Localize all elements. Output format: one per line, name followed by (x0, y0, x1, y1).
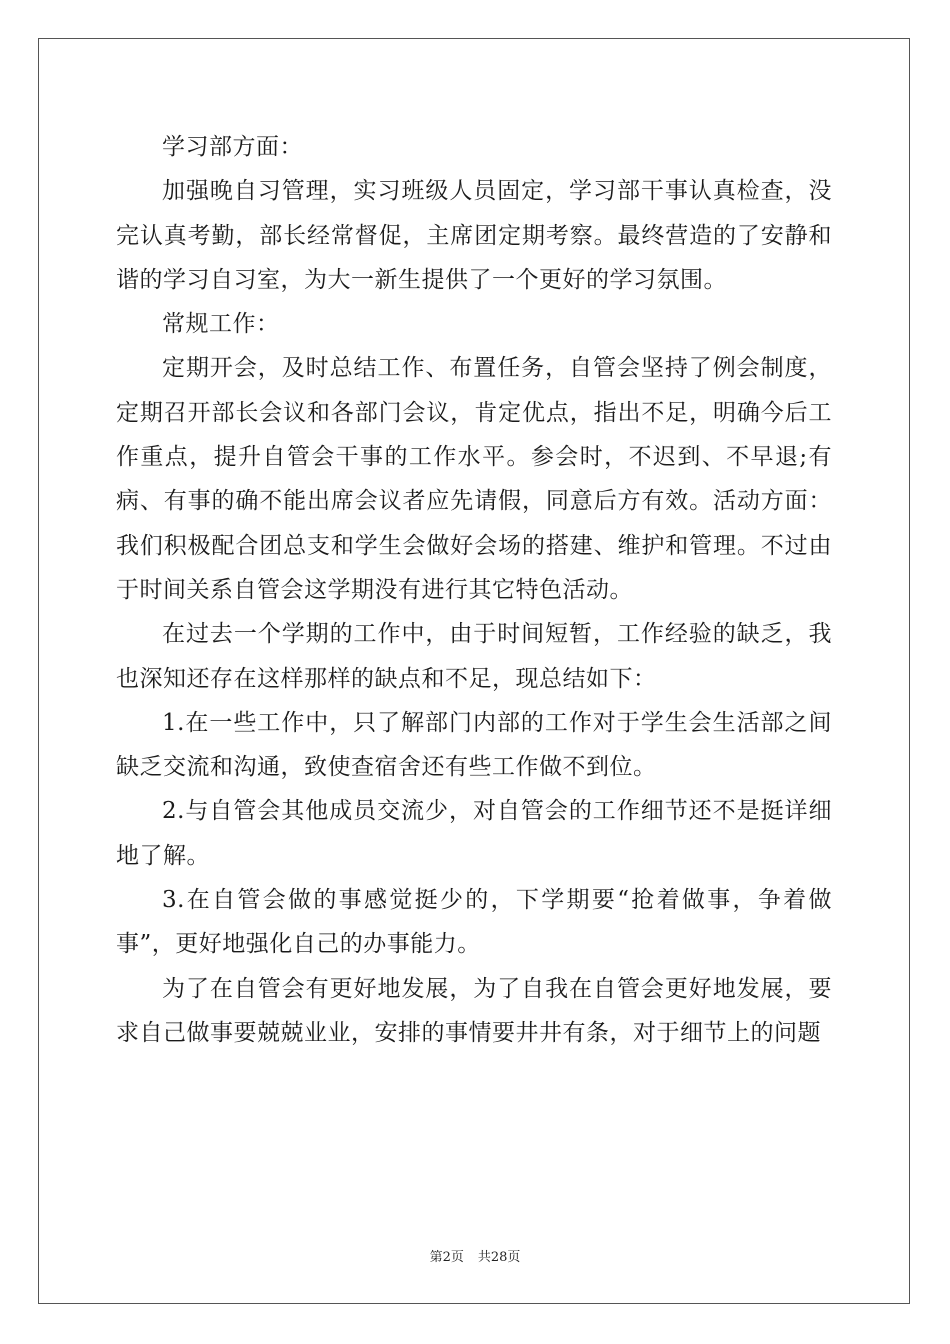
paragraph-item-2: 2.与自管会其他成员交流少，对自管会的工作细节还不是挺详细地了解。 (116, 798, 832, 869)
document-body (116, 125, 832, 1055)
paragraph-item-3: 3.在自管会做的事感觉挺少的，下学期要“抢着做事，争着做事”，更好地强化自己的办事能力。 (116, 887, 832, 958)
paragraph-shortcomings-intro: 在过去一个学期的工作中，由于时间短暂，工作经验的缺乏，我也深知还存在这样那样的缺点和不足，现总结如下： (116, 621, 832, 692)
page-footer (0, 1246, 950, 1265)
page-total: 共28页 (477, 1250, 521, 1265)
paragraph-study-dept-content: 加强晚自习管理，实习班级人员固定，学习部干事认真检查，没完认真考勤，部长经常督促，主席团定期考察。最终营造的了安静和谐的学习自习室，为大一新生提供了一个更好的学习氛围。 (116, 178, 832, 293)
paragraph-future-plan: 为了在自管会有更好地发展，为了自我在自管会更好地发展，要求自己做事要兢兢业业，安排的事情要井井有条，对于细节上的问题 (116, 975, 832, 1046)
paragraph-routine-work-content: 定期开会，及时总结工作、布置任务，自管会坚持了例会制度，定期召开部长会议和各部门会议，肯定优点，指出不足，明确今后工作重点，提升自管会干事的工作水平。参会时，不迟到、不早退;有病、有事的确不能出席会议者应先请假，同意后方有效。活动方面：我们积极配合团总支和学生会做好会场的搭建、维护和管理。不过由于时间关系自管会这学期没有进行其它特色活动。 (116, 355, 832, 603)
paragraph-heading-routine-work: 常规工作： (162, 311, 280, 338)
paragraph-heading-study-dept: 学习部方面： (162, 134, 303, 160)
page-number: 第2页 (429, 1250, 464, 1265)
paragraph-item-1: 1.在一些工作中，只了解部门内部的工作对于学生会生活部之间缺乏交流和沟通，致使查宿舍还有些工作做不到位。 (116, 709, 832, 781)
